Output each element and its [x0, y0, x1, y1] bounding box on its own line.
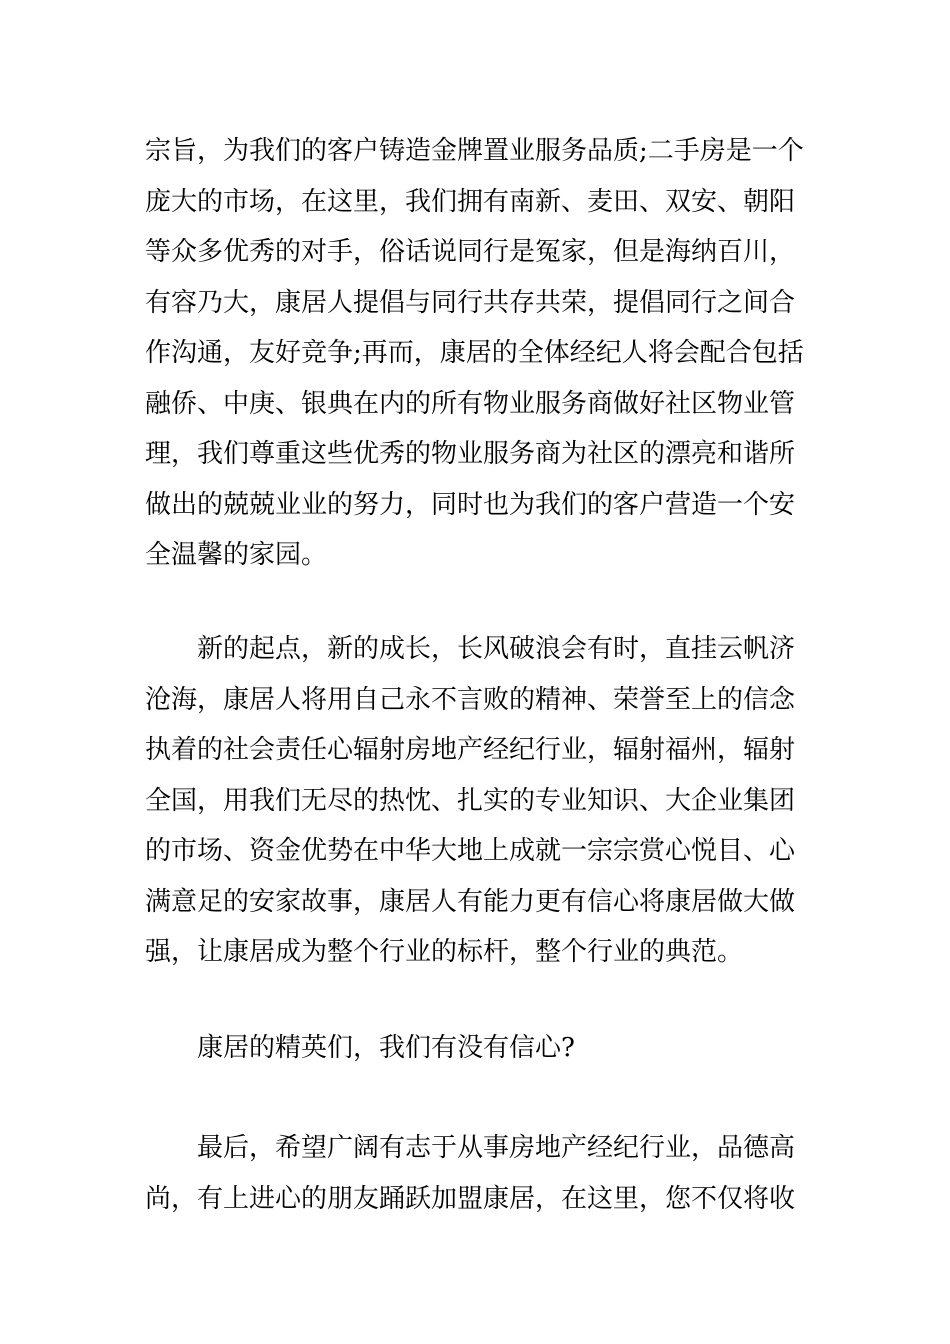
- text-line: 全国，用我们无尽的热忱、扎实的专业知识、大企业集团: [145, 785, 796, 816]
- text-line: 的市场、资金优势在中华大地上成就一宗宗赏心悦目、心: [145, 836, 796, 866]
- text-line: 新的起点，新的成长，长风破浪会有时，直挂云帆济: [197, 634, 796, 664]
- text-line: 尚，有上进心的朋友踊跃加盟康居，在这里，您不仅将收: [145, 1183, 796, 1214]
- paragraph-1: [145, 126, 815, 581]
- text-line: 康居的精英们，我们有没有信心?: [197, 1033, 575, 1063]
- text-line: 执着的社会责任心辐射房地产经纪行业，辐射福州，辐射: [145, 735, 796, 765]
- text-line: 宗旨，为我们的客户铸造金牌置业服务品质;二手房是一个: [145, 136, 804, 166]
- text-line: 最后，希望广阔有志于从事房地产经纪行业，品德高: [197, 1133, 796, 1163]
- text-line: 做出的兢兢业业的努力，同时也为我们的客户营造一个安: [145, 489, 796, 520]
- text-line: 沧海，康居人将用自己永不言败的精神、荣誉至上的信念: [145, 684, 796, 715]
- text-line: 作沟通，友好竞争;再而，康居的全体经纪人将会配合包括: [145, 338, 804, 368]
- paragraph-4: [145, 1123, 815, 1224]
- text-line: 等众多优秀的对手，俗话说同行是冤家，但是海纳百川，: [145, 237, 796, 267]
- paragraph-3: [145, 1023, 815, 1074]
- text-line: 融侨、中庚、银典在内的所有物业服务商做好社区物业管: [145, 388, 796, 419]
- text-line: 有容乃大，康居人提倡与同行共存共荣，提倡同行之间合: [145, 287, 796, 318]
- text-line: 全温馨的家园。: [145, 540, 328, 570]
- text-line: 强，让康居成为整个行业的标杆，整个行业的典范。: [145, 937, 744, 967]
- paragraph-2: [145, 624, 815, 978]
- text-line: 庞大的市场，在这里，我们拥有南新、麦田、双安、朝阳: [145, 186, 796, 217]
- text-line: 理，我们尊重这些优秀的物业服务商为社区的漂亮和谐所: [145, 439, 796, 469]
- text-line: 满意足的安家故事，康居人有能力更有信心将康居做大做: [145, 886, 796, 917]
